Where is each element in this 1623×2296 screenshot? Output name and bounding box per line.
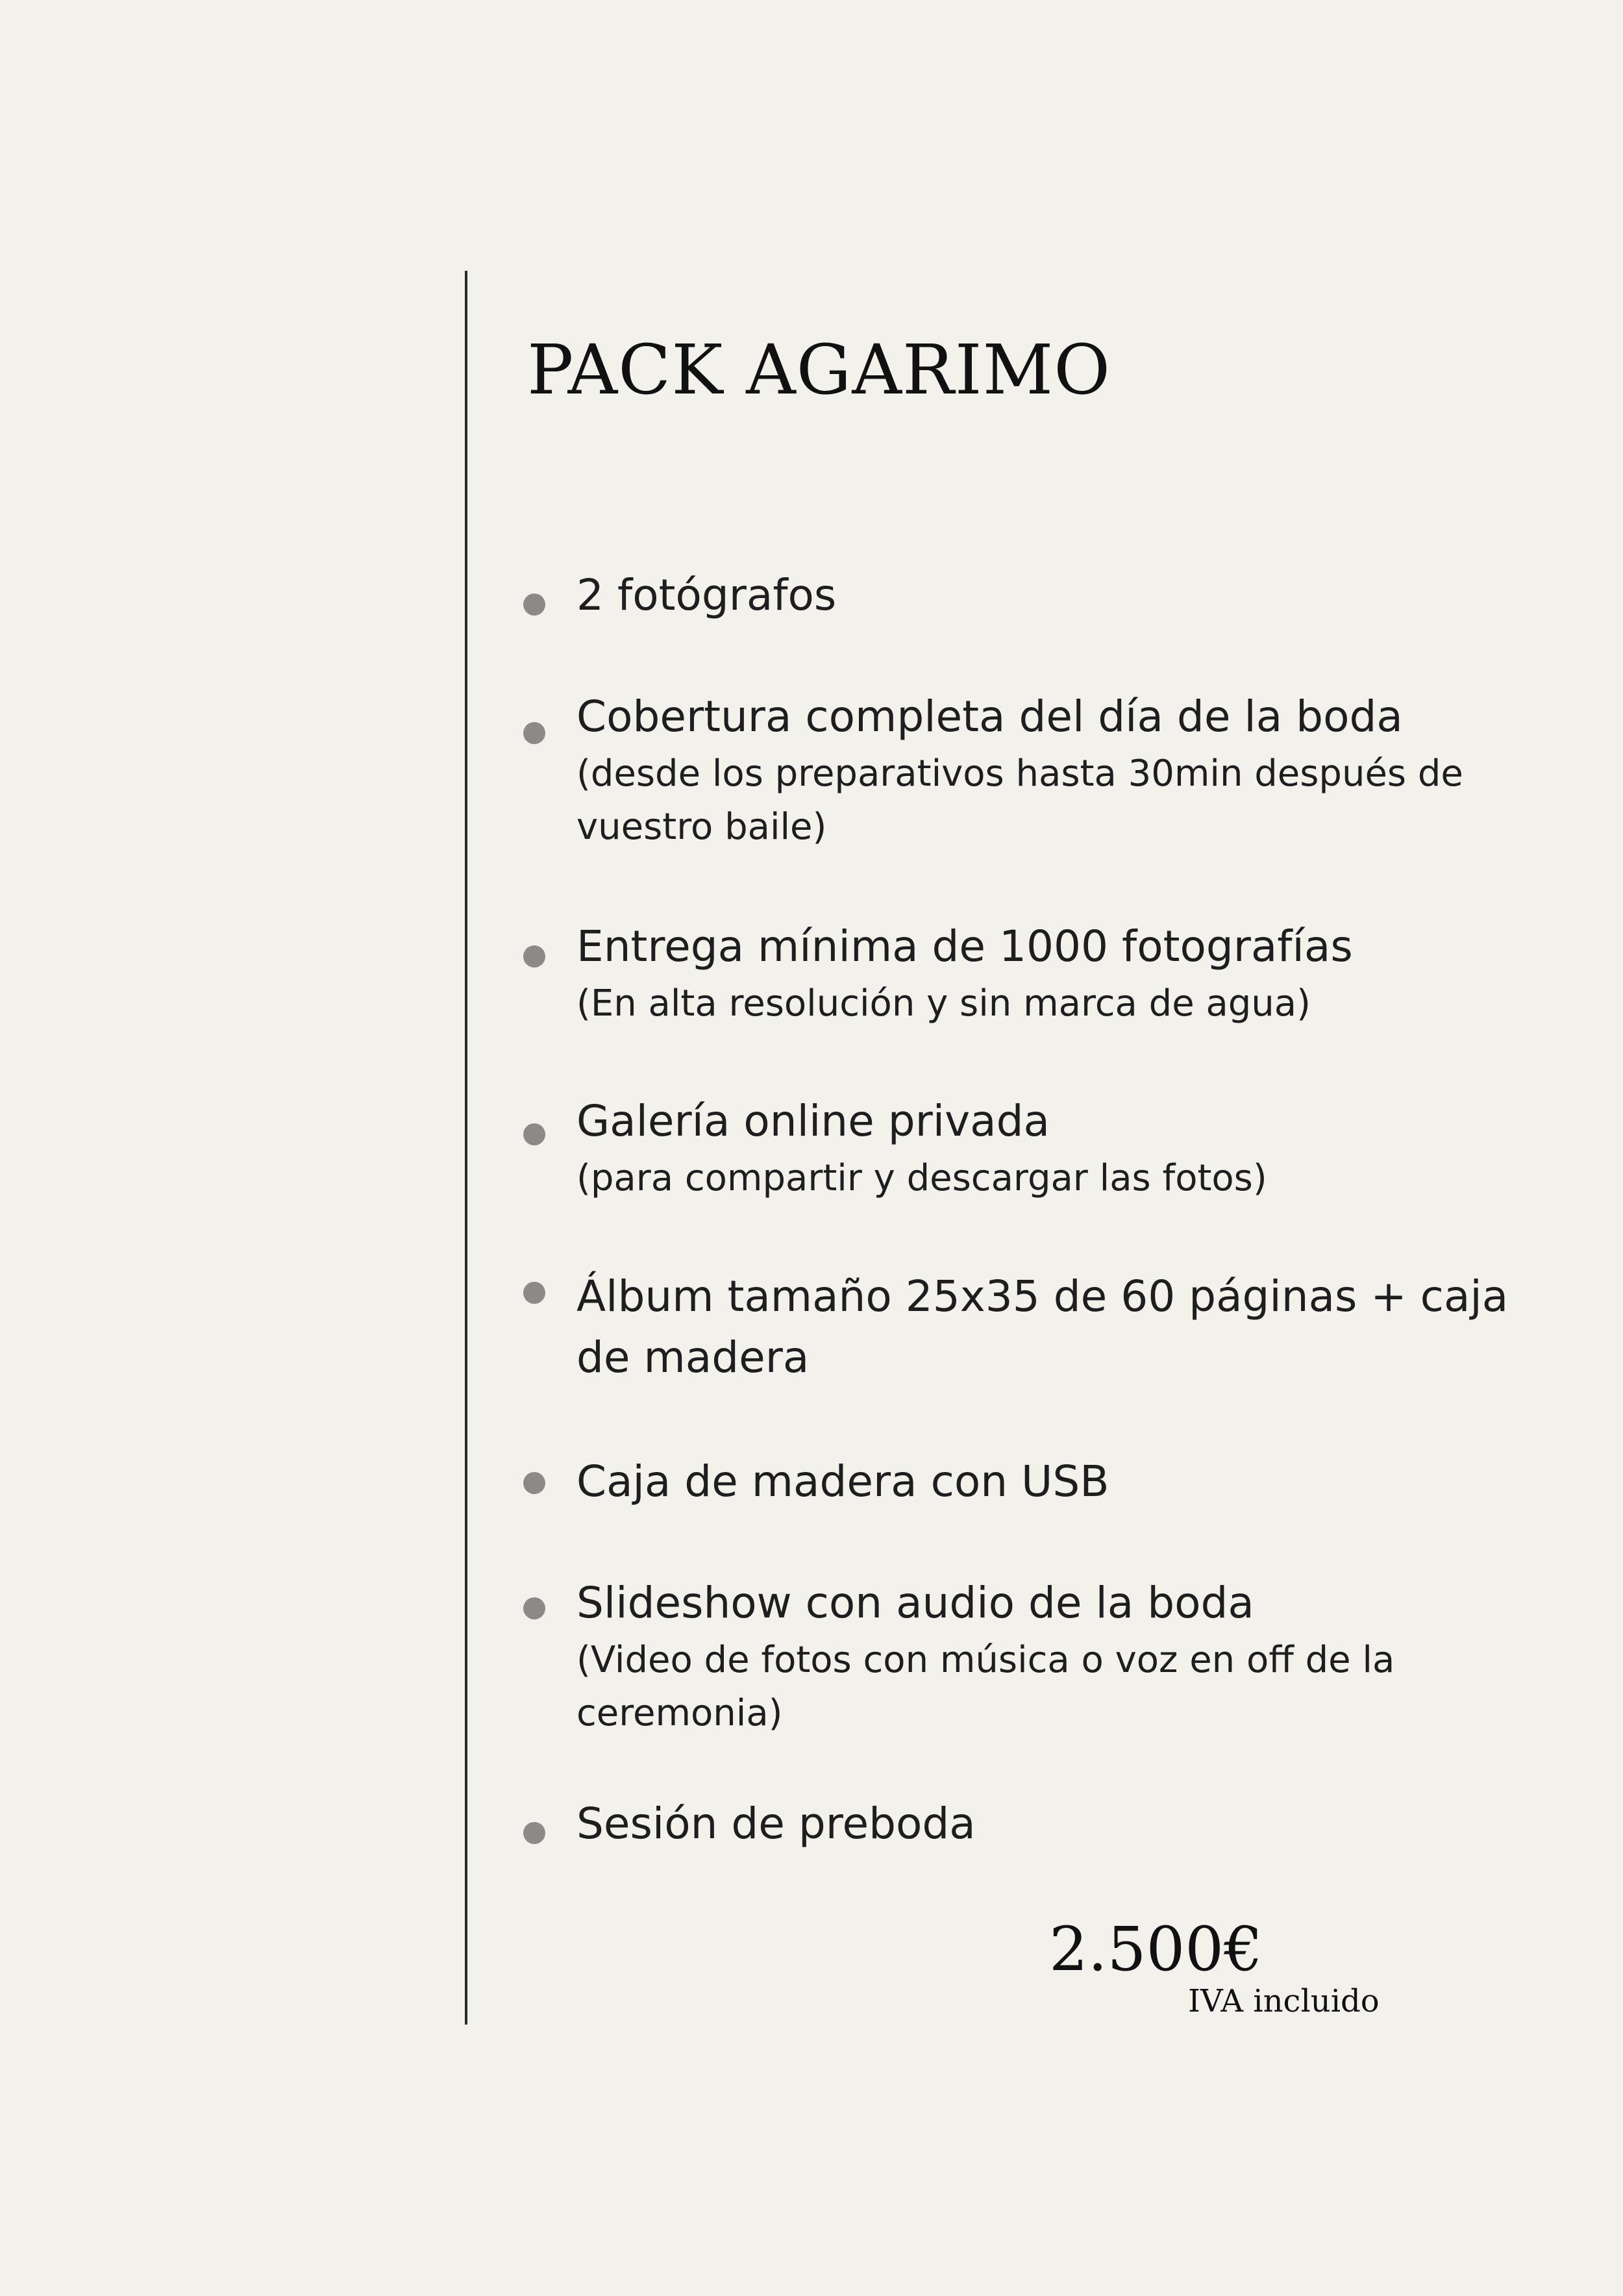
bullet-icon [523, 1123, 545, 1145]
item-main-text: Álbum tamaño 25x35 de 60 páginas + caja de madera [576, 1271, 1509, 1382]
item-main-text: Galería online privada [576, 1096, 1050, 1146]
item-main-text: Sesión de preboda [576, 1799, 976, 1849]
item-sub-text: (Video de fotos con música o voz en off de la ceremonia) [576, 1639, 1395, 1734]
page-title: PACK AGARIMO [527, 330, 1111, 410]
bullet-icon [523, 1822, 545, 1844]
price-tax-note: IVA incluido [1188, 1983, 1380, 2019]
item-main-text: Cobertura completa del día de la boda [576, 692, 1403, 742]
item-sub-text: (desde los preparativos hasta 30min después de vuestro baile) [576, 753, 1463, 848]
bullet-icon [523, 945, 545, 967]
item-main-text: 2 fotógrafos [576, 570, 837, 620]
bullet-icon [523, 1597, 545, 1619]
bullet-icon [523, 722, 545, 744]
item-sub-text: (para compartir y descargar las fotos) [576, 1157, 1267, 1199]
item-sub-text: (En alta resolución y sin marca de agua) [576, 982, 1311, 1025]
item-main-text: Slideshow con audio de la boda [576, 1578, 1254, 1628]
price-amount: 2.500€ [1049, 1914, 1263, 1985]
bullet-icon [523, 1282, 545, 1304]
bullet-icon [523, 593, 545, 616]
vertical-divider-line [465, 271, 467, 2025]
bullet-icon [523, 1472, 545, 1494]
item-main-text: Entrega mínima de 1000 fotografías [576, 921, 1353, 971]
item-main-text: Caja de madera con USB [576, 1456, 1109, 1506]
